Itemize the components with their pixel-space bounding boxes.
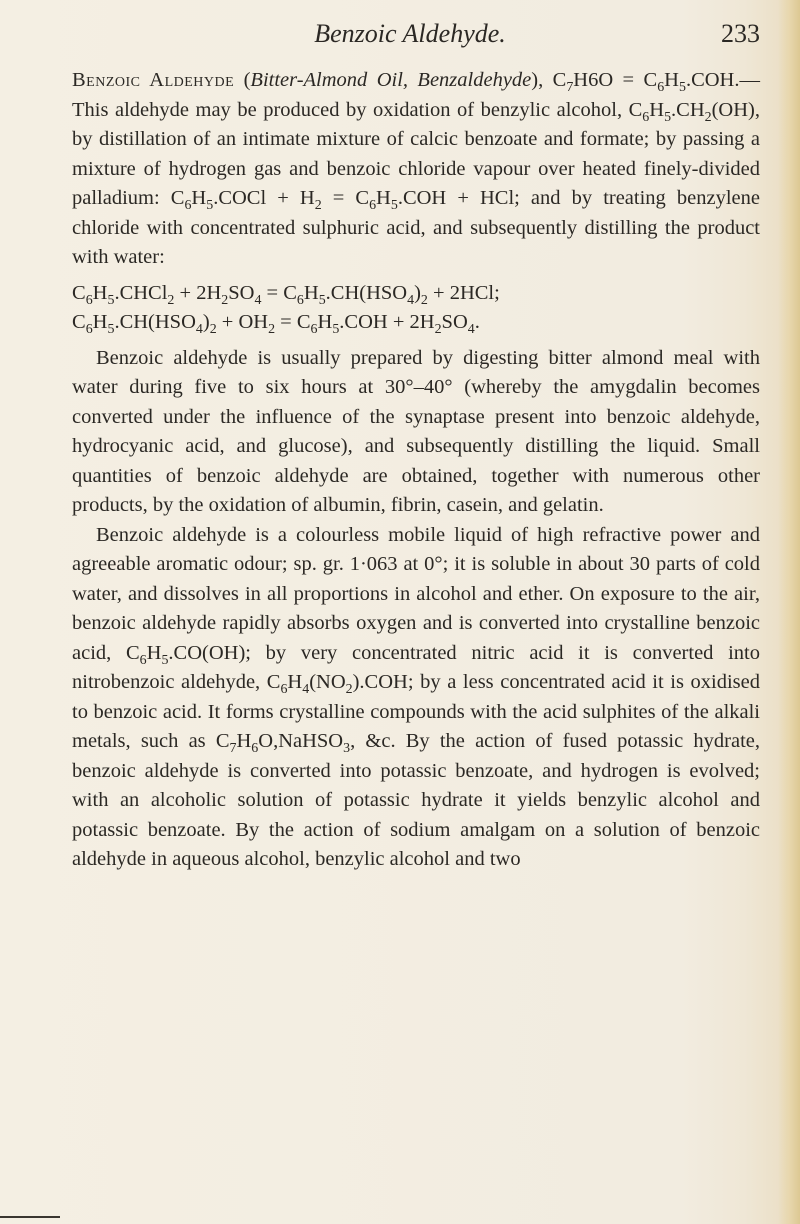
intro-paragraph: Benzoic Aldehyde (Bitter-Almond Oil, Benzaldehyde), $C_7H6O$ = $C_6H_5.COH.—This$ aldehyde may be produced by oxidation of benzylic alcohol, $C_6H_5.CH_2(OH)$, by distillation of an intimate mixture of calcic benzoate and formate; by passing a mixture of hydrogen gas and benzoic chloride vapour over heated finely-divided palladium: $C_6H_5.COCl + H_2 = C_6H_5.COH$ + HCl; and by treating benzylene chloride with concentrated sulphuric acid, and subsequently distilling the product with water: [72, 69, 760, 268]
page-edge-shadow [778, 0, 800, 1224]
page-number: 233 [721, 19, 760, 48]
body-text [72, 66, 760, 875]
preparation-paragraph: Benzoic aldehyde is usually prepared by digesting bitter almond meal with water during five to six hours at 30°–40° (whereby the amygdalin becomes converted under the influence of the synaptase present into benzoic aldehyde, hydrocyanic acid, and glucose), and subsequently distilling the liquid. Small quantities of benzoic aldehyde are obtained, together with numerous other products, by the oxidation of albumin, fibrin, casein, and gelatin. [72, 346, 760, 516]
properties-paragraph: Benzoic aldehyde is a colourless mobile liquid of high refractive power and agreeable aromatic odour; sp. gr. 1·063 at 0°; it is soluble in about 30 parts of cold water, and dissolves in all proportions in alcohol and ether. On exposure to the air, benzoic aldehyde rapidly absorbs oxygen and is converted into crystalline benzoic acid, $C_6H_5.CO(OH)$; by very concentrated nitric acid it is converted into nitrobenzoic aldehyde, $C_6H_4(NO_2).COH$; by a less concentrated acid it is oxidised to benzoic acid. It forms crystalline compounds with the acid sulphites of the alkali metals, such as $C_7H_6O,NaHSO_3$, &c. By the action of fused potassic hydrate, benzoic aldehyde is converted into potassic benzoate, and hydrogen is evolved; with an alcoholic solution of potassic hydrate it yields benzylic alcohol and potassic benzoate. By the action of sodium amalgam on a solution of benzoic aldehyde in aqueous alcohol, benzylic alcohol and two [72, 523, 761, 870]
running-title: Benzoic Aldehyde. [314, 19, 506, 48]
equation-2: $C_6H_5.CH(HSO_4)_2 + OH_2 = C_6H_5.COH + 2H_2SO_4$. [72, 311, 480, 338]
equation-1: $C_6H_5.CHCl_2 + 2H_2SO_4 = C_6H_5.CH(HSO_4)_2 + 2HCl$; [72, 281, 500, 308]
bottom-rule [0, 1216, 60, 1218]
page-header [60, 14, 760, 54]
